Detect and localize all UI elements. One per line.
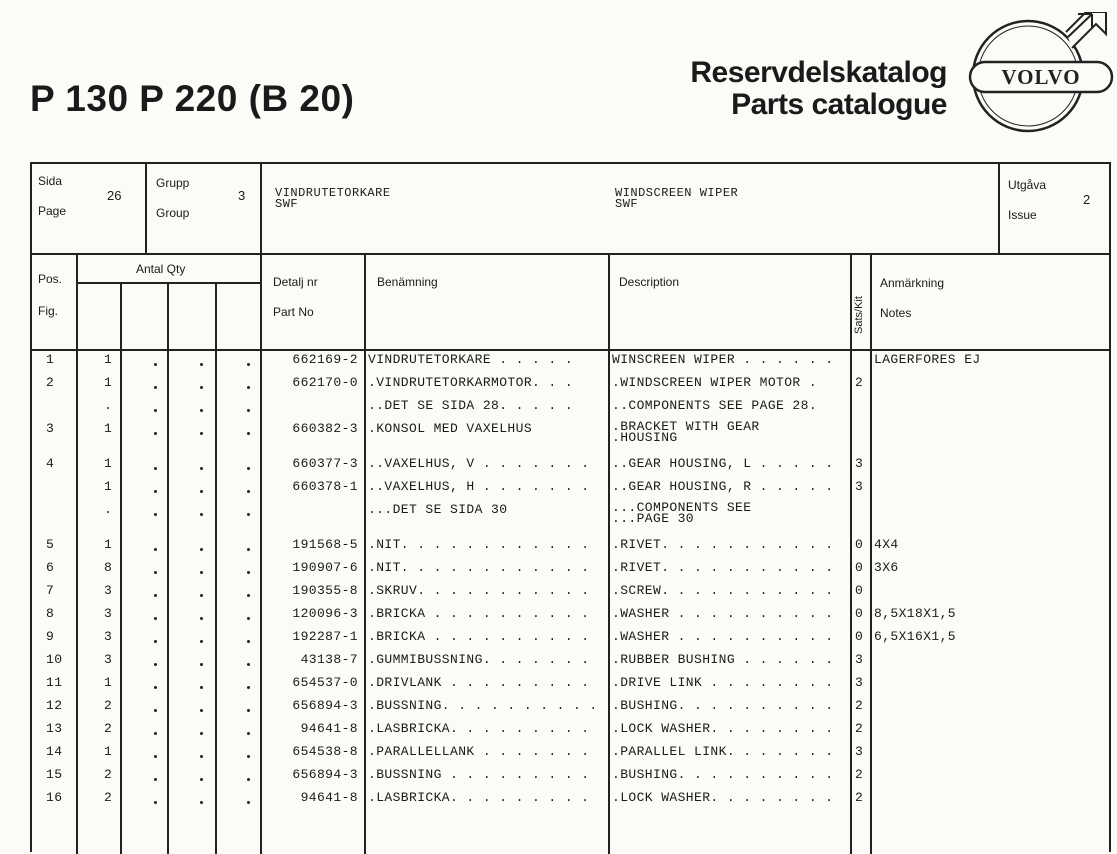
description-cell: ..GEAR HOUSING, L . . . . . xyxy=(612,456,834,471)
table-row xyxy=(32,767,1113,790)
part-number-cell: 43138-7 xyxy=(300,652,358,667)
description-cell: .RIVET. . . . . . . . . . . xyxy=(612,537,834,552)
kit-cell: 0 xyxy=(855,629,864,644)
part-number-cell: 656894-3 xyxy=(292,767,358,782)
table-row xyxy=(32,479,1113,502)
pos-cell: 9 xyxy=(46,629,55,644)
qty-dot xyxy=(200,571,203,574)
part-no-header: Part No xyxy=(273,305,314,319)
name-cell: .NIT. . . . . . . . . . . . xyxy=(368,560,590,575)
notes-cell: 8,5X18X1,5 xyxy=(874,606,957,621)
kit-cell: 3 xyxy=(855,744,864,759)
description-cell: ...COMPONENTS SEE xyxy=(612,500,752,515)
pos-cell: 5 xyxy=(46,537,55,552)
qty-dot xyxy=(200,801,203,804)
name-cell: .KONSOL MED VAXELHUS xyxy=(368,421,533,436)
title-swedish: VINDRUTETORKARE SWF xyxy=(275,186,391,211)
name-cell: .BRICKA . . . . . . . . . . xyxy=(368,629,590,644)
pos-cell: 1 xyxy=(46,352,55,367)
pos-cell: 16 xyxy=(46,790,63,805)
kit-cell: 3 xyxy=(855,479,864,494)
qty-dot xyxy=(200,663,203,666)
part-number-cell: 660382-3 xyxy=(292,421,358,436)
issue-number: 2 xyxy=(1083,192,1091,207)
table-row xyxy=(32,398,1113,421)
qty-dot xyxy=(154,386,157,389)
pos-cell: 6 xyxy=(46,560,55,575)
qty-cell: 2 xyxy=(104,698,113,713)
parts-table xyxy=(30,162,1111,852)
notes-cell: 6,5X16X1,5 xyxy=(874,629,957,644)
description-cell: .WASHER . . . . . . . . . . xyxy=(612,629,834,644)
qty-dot xyxy=(200,594,203,597)
title-english: WINDSCREEN WIPER SWF xyxy=(615,186,739,211)
description-cell: .WINDSCREEN WIPER MOTOR . xyxy=(612,375,818,390)
description-cell: .RIVET. . . . . . . . . . . xyxy=(612,560,834,575)
notes-cell: 3X6 xyxy=(874,560,899,575)
part-number-cell: 191568-5 xyxy=(292,537,358,552)
part-number-cell: 662169-2 xyxy=(292,352,358,367)
qty-dot xyxy=(247,801,250,804)
table-row xyxy=(32,652,1113,675)
table-row xyxy=(32,421,1113,444)
kit-cell: 2 xyxy=(855,698,864,713)
part-number-cell: 94641-8 xyxy=(300,721,358,736)
volvo-logo xyxy=(968,12,1114,136)
pos-cell: 2 xyxy=(46,375,55,390)
name-cell: ...DET SE SIDA 30 xyxy=(368,502,508,517)
name-cell: .GUMMIBUSSNING. . . . . . . xyxy=(368,652,590,667)
part-number-cell: 654538-8 xyxy=(292,744,358,759)
qty-dot xyxy=(247,709,250,712)
catalog-title-swedish: Reservdelskatalog xyxy=(690,56,947,89)
description-header: Description xyxy=(619,275,680,289)
name-cell: .LASBRICKA. . . . . . . . . xyxy=(368,721,590,736)
qty-dot xyxy=(154,594,157,597)
qty-dot xyxy=(247,755,250,758)
part-number-cell: 660378-1 xyxy=(292,479,358,494)
name-cell: .BRICKA . . . . . . . . . . xyxy=(368,606,590,621)
table-row xyxy=(32,583,1113,606)
qty-dot xyxy=(247,571,250,574)
part-number-cell: 120096-3 xyxy=(292,606,358,621)
pos-cell: 10 xyxy=(46,652,63,667)
qty-dot xyxy=(200,490,203,493)
qty-dot xyxy=(200,409,203,412)
qty-dot xyxy=(200,732,203,735)
qty-dot xyxy=(247,513,250,516)
qty-cell: 3 xyxy=(104,652,113,667)
qty-cell: 1 xyxy=(104,744,113,759)
qty-cell: 1 xyxy=(104,352,113,367)
table-row xyxy=(32,606,1113,629)
description-cell-line2: ...PAGE 30 xyxy=(612,511,695,526)
description-cell: .WASHER . . . . . . . . . . xyxy=(612,606,834,621)
pos-cell: 8 xyxy=(46,606,55,621)
qty-cell: 1 xyxy=(104,675,113,690)
qty-dot xyxy=(154,755,157,758)
table-row xyxy=(32,744,1113,767)
qty-dot xyxy=(154,709,157,712)
qty-dot xyxy=(247,467,250,470)
part-number-cell: 656894-3 xyxy=(292,698,358,713)
qty-cell: 2 xyxy=(104,767,113,782)
qty-cell: 1 xyxy=(104,421,113,436)
name-cell: VINDRUTETORKARE . . . . . xyxy=(368,352,574,367)
qty-dot xyxy=(200,778,203,781)
logo-text: VOLVO xyxy=(1001,65,1081,89)
table-row xyxy=(32,537,1113,560)
name-cell: .LASBRICKA. . . . . . . . . xyxy=(368,790,590,805)
grupp-label: Grupp xyxy=(156,176,190,190)
description-cell: .BRACKET WITH GEAR xyxy=(612,419,760,434)
table-row xyxy=(32,456,1113,479)
qty-dot xyxy=(247,386,250,389)
kit-cell: 0 xyxy=(855,560,864,575)
qty-dot xyxy=(200,640,203,643)
qty-dot xyxy=(247,663,250,666)
kit-cell: 0 xyxy=(855,537,864,552)
description-cell-line2: .HOUSING xyxy=(612,430,678,445)
qty-cell: 2 xyxy=(104,790,113,805)
pos-cell: 4 xyxy=(46,456,55,471)
fig-header: Fig. xyxy=(38,304,59,318)
table-row xyxy=(32,698,1113,721)
qty-dot xyxy=(247,732,250,735)
description-cell: .SCREW. . . . . . . . . . . xyxy=(612,583,834,598)
kit-cell: 2 xyxy=(855,721,864,736)
qty-cell: 1 xyxy=(104,537,113,552)
description-cell: .LOCK WASHER. . . . . . . . xyxy=(612,790,834,805)
table-row xyxy=(32,375,1113,398)
qty-dot xyxy=(247,548,250,551)
description-cell: ..COMPONENTS SEE PAGE 28. xyxy=(612,398,818,413)
pos-cell: 7 xyxy=(46,583,55,598)
kit-cell: 2 xyxy=(855,790,864,805)
table-row xyxy=(32,502,1113,525)
part-number-cell: 192287-1 xyxy=(292,629,358,644)
qty-dot xyxy=(154,732,157,735)
qty-dot xyxy=(247,409,250,412)
notes-cell: 4X4 xyxy=(874,537,899,552)
group-number: 3 xyxy=(238,188,246,203)
qty-dot xyxy=(200,467,203,470)
notes-header-swedish: Anmärkning xyxy=(880,276,945,290)
name-cell: ..VAXELHUS, H . . . . . . . xyxy=(368,479,590,494)
description-cell: WINSCREEN WIPER . . . . . . xyxy=(612,352,834,367)
pos-header: Pos. xyxy=(38,272,63,286)
qty-dot xyxy=(154,571,157,574)
qty-dot xyxy=(247,594,250,597)
kit-cell: 2 xyxy=(855,375,864,390)
qty-dot xyxy=(200,617,203,620)
name-cell: .DRIVLANK . . . . . . . . . xyxy=(368,675,590,690)
kit-cell: 3 xyxy=(855,675,864,690)
qty-dot xyxy=(200,432,203,435)
qty-dot xyxy=(200,513,203,516)
qty-dot xyxy=(247,778,250,781)
qty-dot xyxy=(154,548,157,551)
table-row xyxy=(32,721,1113,744)
qty-cell: 3 xyxy=(104,606,113,621)
table-row xyxy=(32,629,1113,652)
qty-dot xyxy=(154,686,157,689)
qty-cell: 8 xyxy=(104,560,113,575)
qty-cell: 3 xyxy=(104,629,113,644)
part-number-cell: 662170-0 xyxy=(292,375,358,390)
part-number-cell: 190355-8 xyxy=(292,583,358,598)
qty-cell: 1 xyxy=(104,479,113,494)
kit-cell: 2 xyxy=(855,767,864,782)
pos-cell: 12 xyxy=(46,698,63,713)
qty-dot xyxy=(154,663,157,666)
table-row xyxy=(32,560,1113,583)
name-cell: ..VAXELHUS, V . . . . . . . xyxy=(368,456,590,471)
kit-cell: 0 xyxy=(855,606,864,621)
qty-header: Antal Qty xyxy=(136,262,186,276)
description-cell: .DRIVE LINK . . . . . . . . xyxy=(612,675,834,690)
qty-cell: . xyxy=(104,398,113,413)
name-header: Benämning xyxy=(377,275,438,289)
qty-dot xyxy=(154,778,157,781)
name-cell: .BUSSNING . . . . . . . . . xyxy=(368,767,590,782)
qty-cell: 1 xyxy=(104,456,113,471)
qty-dot xyxy=(247,686,250,689)
qty-cell: 3 xyxy=(104,583,113,598)
qty-dot xyxy=(200,548,203,551)
qty-dot xyxy=(200,386,203,389)
qty-dot xyxy=(154,432,157,435)
qty-dot xyxy=(154,617,157,620)
part-no-header-swedish: Detalj nr xyxy=(273,275,318,289)
sida-label: Sida xyxy=(38,174,63,188)
qty-dot xyxy=(200,363,203,366)
table-row xyxy=(32,790,1113,813)
model-title: P 130 P 220 (B 20) xyxy=(30,78,355,119)
qty-dot xyxy=(247,363,250,366)
qty-dot xyxy=(154,513,157,516)
description-cell: .BUSHING. . . . . . . . . . xyxy=(612,767,834,782)
qty-dot xyxy=(154,363,157,366)
name-cell: ..DET SE SIDA 28. . . . . xyxy=(368,398,574,413)
kit-header: Sats/Kit xyxy=(853,296,865,334)
notes-cell: LAGERFORES EJ xyxy=(874,352,981,367)
qty-cell: 2 xyxy=(104,721,113,736)
part-number-cell: 94641-8 xyxy=(300,790,358,805)
description-cell: .RUBBER BUSHING . . . . . . xyxy=(612,652,834,667)
page-label: Page xyxy=(38,204,67,218)
kit-cell: 3 xyxy=(855,652,864,667)
kit-cell: 3 xyxy=(855,456,864,471)
qty-dot xyxy=(154,409,157,412)
table-row xyxy=(32,675,1113,698)
description-cell: .BUSHING. . . . . . . . . . xyxy=(612,698,834,713)
description-cell: .PARALLEL LINK. . . . . . . xyxy=(612,744,834,759)
qty-dot xyxy=(154,467,157,470)
name-cell: .BUSSNING. . . . . . . . . . xyxy=(368,698,598,713)
page-number: 26 xyxy=(107,188,122,203)
kit-cell: 0 xyxy=(855,583,864,598)
name-cell: .VINDRUTETORKARMOTOR. . . xyxy=(368,375,574,390)
qty-dot xyxy=(247,490,250,493)
pos-cell: 14 xyxy=(46,744,63,759)
qty-dot xyxy=(154,490,157,493)
pos-cell: 3 xyxy=(46,421,55,436)
pos-cell: 13 xyxy=(46,721,63,736)
catalog-title-english: Parts catalogue xyxy=(731,88,947,121)
utgava-label: Utgåva xyxy=(1008,178,1047,192)
pos-cell: 15 xyxy=(46,767,63,782)
group-label: Group xyxy=(156,206,190,220)
description-cell: .LOCK WASHER. . . . . . . . xyxy=(612,721,834,736)
description-cell: ..GEAR HOUSING, R . . . . . xyxy=(612,479,834,494)
qty-cell: 1 xyxy=(104,375,113,390)
qty-cell: . xyxy=(104,502,113,517)
notes-header: Notes xyxy=(880,306,912,320)
qty-dot xyxy=(247,617,250,620)
part-number-cell: 190907-6 xyxy=(292,560,358,575)
qty-dot xyxy=(154,640,157,643)
pos-cell: 11 xyxy=(46,675,63,690)
part-number-cell: 654537-0 xyxy=(292,675,358,690)
qty-dot xyxy=(200,755,203,758)
name-cell: .PARALLELLANK . . . . . . . xyxy=(368,744,590,759)
qty-dot xyxy=(154,801,157,804)
qty-dot xyxy=(247,640,250,643)
name-cell: .SKRUV. . . . . . . . . . . xyxy=(368,583,590,598)
table-row xyxy=(32,352,1113,375)
qty-dot xyxy=(200,686,203,689)
part-number-cell: 660377-3 xyxy=(292,456,358,471)
qty-dot xyxy=(200,709,203,712)
issue-label: Issue xyxy=(1008,208,1037,222)
name-cell: .NIT. . . . . . . . . . . . xyxy=(368,537,590,552)
qty-dot xyxy=(247,432,250,435)
